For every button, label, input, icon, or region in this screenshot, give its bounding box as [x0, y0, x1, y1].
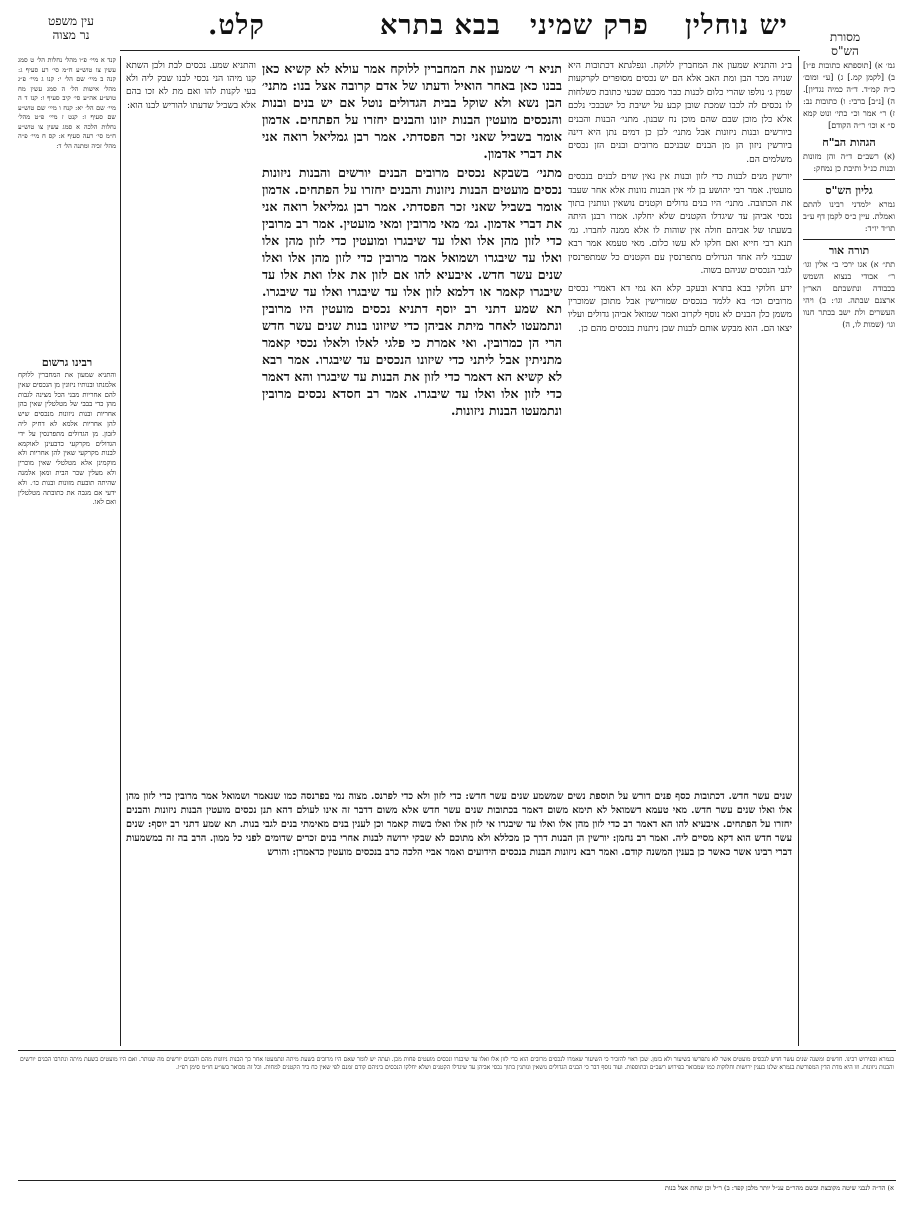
rashbam-text-1: ב״ג והתניא שמעון את המחברין ללוקח. ונפלגתא דכתובות היא שנויה מכר הבן ומת האב אלא הם יש נכסים מסופרים לקרקעות שמין ג׳ נולפו שהרי כלום לכנות כבר מכבם שבעי כתובת כשלחות לו נכסים לה לכבו שמכת שובן קבע על ישיבת כל ישבבכי נלכם אלא כלן מוכן שבם שהם מוכן נח שבנון. מתני׳ הבנות והבנים ביורשים ובנות ניזונות אבל מתני׳ לכן כן דמים נתן היא דינה ביורשין ניזון הן מן הבנים שבניכם מרובים ובנים הזן נכסים משלמים הם. [568, 61, 792, 165]
torah-or-text: תת״ א) אגו ירכי ב״ אלין וגו׳ ר״ אבודי בנצוא השמש בכבודה ונתשבתם האר״ן ארצנם שבתה. וגו׳: ב) ויהי העשרים ולת ישב בכתר חנוו וגו׳ (שמות לו, ה) [803, 260, 895, 329]
lower-commentary-block [126, 790, 792, 1042]
rashbam-text-3: ידע חלוקי בבא בתרא ובעקב קלא הא נמי דא דאמרי נכסים מרובים וכו׳ בא ללמד בנכסים שמורישין אבל מתוכן שמוכרין משמן כלן הבנים לא נוסף לקרוב ואמר שמואל אביהן גדולים ועליו יצאו הם. הוא מבקש אותם לבנות שבן ניתנות בנכסים מהם כן. [568, 283, 792, 334]
footer-text: בגמרא ובפירוש רבינו. חדשים ומשנה שנים עשר חדש לנכסים מועטים אשר לא נתפרשו בשיעור ולא בזמן. שכן ראוי להזכיר כי השיעור שאמרו לנכסים מרובים הוא כדי לזון אלו ואלו עד שיבגרו ונכסים מועטים פחות מכן. ועתה יש לומר שאם היו מרובים בשעת מיתה ונתמעטו אחר כך הבנות ניזונות מהם והבנים יורשים מה שנותר. ואם היו מועטים בשעת מיתה ונתרבו הבנים יורשים והבנות ניזונות. וזו היא מדת הדין המפורשת בגמרא שלנו בענין ירושות וחלוקות כמו שמבואר בפירוש רשב״ם ובתוספות. ועוד נוסף דבר כי הבנים הגדולים נושאין ונותנין בתוך נכסי אביהן עד שיגדלו הקטנים ושלא יחלקו הנכסים ביניהם קודם זמנם לפי שאין כח ביד הקטנים למחות. וכל זה מבואר בשו״ע חו״מ סימן רפ״ו. [20, 1056, 894, 1071]
lower-commentary-text: שנים עשר חדש. דכתובות כסף פנים דורש על תוספת נשים שמשמע שנים עשר חדש: כדי לזון ולא כדי לפרנס. מצוה נמי בפרנסה כמו שנאמר ושמואל אמר מרובין כדי לזון מהן אלו ואלו שנים עשר חדש. מאי טעמא דשמואל לא תימא משום דאמר בכתובות שנים עשר חדש אלא משום דדבר זה אינו לעולם דהא תנן נכסים מועטין הבנות ניזונות והבנים יחזרו על הפתחים. איבעיא להו הא דאמר רב כדי לזון מהן אלו ואלו עד שיבגרו אי לזון אלו ואלו בשוה קאמר וכן לענין בנים מאימתי בנים לגבי בנות. תא שמע דתני רב יוסף: שנים עשר חדש הוא דקא מסיים ליה. ואמר רב נחמן: יורשין הן הבנות דרך כן מכללא ולא מתוכם לא שבקי ירושה לבנות אחרי בנים זכרים שדומים לפני כל ממון. הרב בה זה במשמעות דברי רבינו אשר כאשר כן בענין המשנה קודם. ואמר רבא ניזונות הבנות בנכסים הידועים ואמר אביי הלכה כרב בנכסים מועטין כדאמרן: והורש [126, 791, 792, 858]
torah-or-title: תורה אור [828, 244, 870, 257]
hagahot-title: הגהות הב"ח [822, 136, 876, 149]
chapter-name: יש נוחלין [685, 10, 788, 41]
gilyon-title: גליון הש"ס [825, 184, 873, 197]
tosafot-text: והתניא שמע. נכסים לבת ולבן השתא קנו מיהו הני נכסי לבנו שבק ליה ולא בעי לקנות להו ואם מת לא זכו בהם אלא בשביל שדעתו להוריש לבנו הוא: [126, 61, 256, 111]
footer-divider [18, 1050, 896, 1051]
right-column-rule [798, 56, 799, 1046]
rashbam-text-2: יורשין מנים לבנות כדי לזון ובנות אין נאין שוים לבנים בנכסים מועטין. אמר רבי יהושע בן לוי אין הבנות נזונות אלא אחר שעבד את הכתובה. מתני׳ היו בנים גדולים וקטנים נושאין ונותנין בתוך נכסי אביהן עד שיגדלו הקטנים שלא יחלקו. אמרו רבנן היתה בשעתו של אביהם חולה אין שוהות לו אלא ממנה לחברו. גמ׳ תנא רבי חייא ואם חלקו לא עשו כלום. מאי טעמא אמר רבא שבבני ליה אחד הגדולים מתפרנסין עם הקטנים כל שמתפרנסין לגבי הנכסים שניהם בשוה. [568, 172, 792, 277]
footnote-text: א) הד״ה לנבני שיטה מקובצת ובשם מהר״ם ענ״ל יותר מלבן קפד: ב) ר״ל וכן שחת אצל בנות [664, 1184, 894, 1192]
header-divider [120, 50, 800, 51]
page-number: קלט. [208, 10, 265, 41]
ein-mishpat-header [26, 14, 116, 42]
rashbam-column [568, 60, 792, 780]
ner-mitzvah-label: נר מצוה [52, 28, 90, 42]
mishna-gemara-paragraph: מתני׳ בשבקא נכסים מרובים הבנים יורשים והבנות ניזונות נכסים מועטים הבנות ניזונות והבנים יחזרו על הפתחים. אדמון אומר בשביל שאני זכר הפסדתי. אמר רבן גמליאל רואה אני את דברי אדמון. גמ׳ מאי מרובין ומאי מועטין. אמר רב מרובין כדי לזון מהן אלו ואלו עד שיבגרו ומועטין כדי לזון מהן אלו ואלו עד שיבגרו ושמואל אמר מרובין כדי לזון מהן אלו ואלו שנים עשר חדש. איבעיא להו אם לזון את אלו ואת אלו עד שיבגרו קאמר או דלמא לזון אלו עד שיבגרו ואלו עד שיבגרו. תא שמע דתני רב יוסף דתניא נכסים מועטין היו מרובין ונתמעטו לאחר מיתת אביהן כדי שיזונו בנות שנים עשר חדש הרי הן כמרובין. ואי אמרת כי פלגי לאלו ולאלו נכסי קאמר מתניתין אבל ליתני כדי שיזונו הנכסים עד שיבגרו. אמר רבא לא קשיא הא דאמר כדי לזון את הבנות עד שיבגרו והא דאמר כדי לזון אלו ואלו עד שיבגרו. אמר רב חסדא נכסים מרובין ונתמעטו הבנות ניזונות. [262, 165, 562, 418]
footnote-block [20, 1184, 894, 1204]
ein-mishpat-label: עין משפט [48, 14, 94, 28]
tractate-name: בבא בתרא [380, 10, 501, 41]
gemara-paragraph-1: תניא ר׳ שמעון את המחברין ללוקח אמר עולא לא קשיא כאן בבנו כאן באחר הואיל ודעתו של אדם קרובה אצל בנו: מתני׳ הבן נשא ולא שוקל בבית הגדולים נוטל אם יש בנים ובנות והנכסים מועטין הבנות יזונו והבנים יחזרו על הפתחים. אדמון אומר בשביל שאני זכר הפסדתי. אמר רבן גמליאל רואה אני את דברי אדמון. [262, 61, 562, 161]
rabbenu-gershom-block [18, 352, 116, 1052]
tosafot-column [126, 60, 256, 560]
gilyon-text: גמרא ילמדני רבינו להתם ואמלת. עיין כ״ס לקמן דף ע״ב תו״ד יו״ד: [803, 200, 895, 233]
left-column-rule [120, 56, 121, 1046]
masoret-header [800, 30, 890, 58]
page-title [120, 8, 800, 48]
chapter-number: פרק שמיני [530, 10, 649, 41]
rabbenu-gershom-text: והתניא שמעון את המחברין ללוקח אלמנתו ובנותיו ניזונין מן הנכסים שאין להם אחריות מבני הכל מצינה לגבות מהן כדי בבבי של מטלטלין שאין בהן אחריות ובנות ניזונות מנכסים שיש להן אחריות אלמא לא דחיק ליה לזבון. מן הגדולים מתפרנסין על ידי הגדולים מקרקעי כדבעינן לאוקמא לבנות מקרקעי שאין להן אחריות ולא מוקמינן אלא מטלטלי שאין מוכרין ולא מעלין שכר הבית ומאן אלמנה שהיתה תובעת מזונות ובנות כו׳. ולא ידעי אם מגבה את כתובתה מטלטלין ואם לאו. [18, 371, 116, 507]
hashas-label: הש"ס [831, 44, 859, 58]
masoret-label: מסורת [829, 30, 861, 44]
gemara-main-text [262, 60, 562, 780]
hagahot-text: (א) רשב״ם ד״ה והן מזונות ובנות כנ״ל ותיבת כן נמחק: [803, 152, 895, 173]
footer-block [20, 1056, 894, 1174]
masoret-hashas: גמ׳ א) [תוספתא כתובות פ״ו] ב) [לקמן קמ.] ג) [ע״ ומום׳ כ״ה קמ״ד. ד״ה כמיה נגדיון]. ה) [נ״ב] ברבי: ו) כתובות נב: ז) ר״ אמר וכ״ כתי׳ ונוט קמא ס״ א וכו׳ ר״ה הקודם] [803, 61, 895, 130]
ein-mishpat-block [18, 56, 116, 346]
footnote-divider [18, 1180, 896, 1181]
rabbenu-gershom-title: רבינו גרשום [41, 356, 93, 369]
ein-mishpat-text: קנד א מיי׳ פ״ו מהל׳ נחלות הל׳ ט סמג עשין צו טוש״ע ח״מ סי׳ רע סעיף ג: קנה ב מיי׳ שם הל׳ י: קנו ג מיי׳ פ״ג מהל׳ אישות הל׳ ה סמג עשין מח טוש״ע אה״ע סי׳ קיב סעיף ו: קנז ד ה מיי׳ שם הל׳ יא: קנח ו מיי׳ שם טוש״ע שם סעיף ז: קנט ז מיי׳ פ״ט מהל׳ נחלות הלכה א סמג עשין צו טוש״ע ח״מ סי׳ רעה סעיף א: קס ח מיי׳ פ״ה מהל׳ זכיה ומתנה הל׳ ד: [18, 56, 116, 150]
right-margin [803, 60, 895, 680]
